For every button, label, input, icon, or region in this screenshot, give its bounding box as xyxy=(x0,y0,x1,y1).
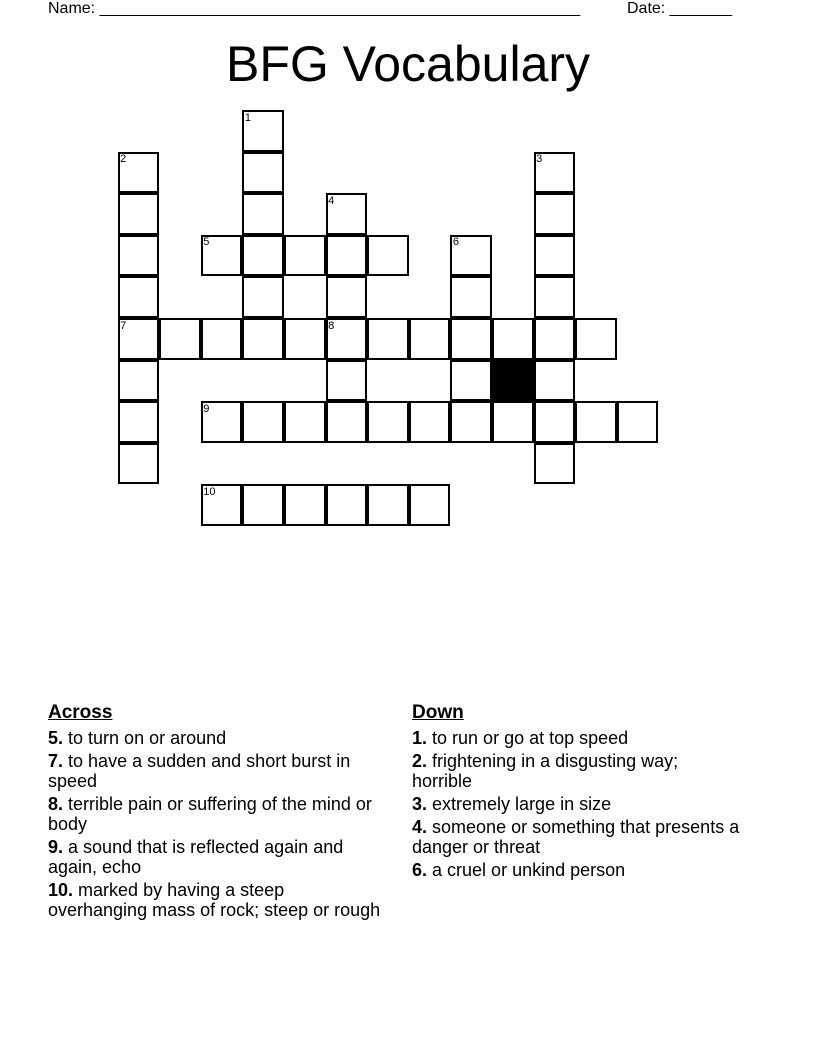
crossword-cell[interactable] xyxy=(326,484,368,526)
name-label: Name: ______________________________________________________ xyxy=(48,0,581,17)
across-clue xyxy=(48,837,388,877)
clue-number-label: 10 xyxy=(203,485,216,498)
clue-number-label: 5 xyxy=(203,236,210,249)
crossword-cell[interactable] xyxy=(284,401,326,443)
date-label: Date: _______ xyxy=(627,0,732,17)
clue-number: 6. xyxy=(412,860,428,880)
crossword-cell[interactable] xyxy=(242,152,284,194)
crossword-cell[interactable] xyxy=(326,235,368,277)
crossword-cell[interactable] xyxy=(409,318,451,360)
crossword-cell[interactable] xyxy=(367,318,409,360)
crossword-cell[interactable] xyxy=(118,276,160,318)
crossword-cell[interactable] xyxy=(450,401,492,443)
clue-text: terrible pain or suffering of the mind or body xyxy=(48,794,372,834)
crossword-cell[interactable] xyxy=(534,318,576,360)
clue-number-label: 9 xyxy=(203,402,210,415)
crossword-cell[interactable] xyxy=(284,235,326,277)
crossword-cell[interactable] xyxy=(242,484,284,526)
crossword-cell[interactable] xyxy=(450,276,492,318)
crossword-cell[interactable] xyxy=(409,401,451,443)
crossword-cell[interactable] xyxy=(201,318,243,360)
crossword-cell[interactable] xyxy=(242,318,284,360)
crossword-cell[interactable] xyxy=(534,193,576,235)
across-clues xyxy=(48,702,388,923)
crossword-cell[interactable] xyxy=(409,484,451,526)
crossword-cell[interactable] xyxy=(159,318,201,360)
down-clues xyxy=(412,702,742,883)
crossword-cell[interactable] xyxy=(534,276,576,318)
crossword-cell[interactable] xyxy=(534,235,576,277)
clue-number: 2. xyxy=(412,751,428,771)
crossword-cell[interactable] xyxy=(242,193,284,235)
crossword-cell[interactable] xyxy=(492,318,534,360)
crossword-cell[interactable] xyxy=(118,443,160,485)
clue-number: 1. xyxy=(412,728,428,748)
clue-number-label: 2 xyxy=(120,153,127,166)
clue-text: extremely large in size xyxy=(432,794,612,814)
crossword-cell[interactable] xyxy=(617,401,659,443)
down-clue xyxy=(412,817,742,857)
crossword-cell[interactable] xyxy=(284,318,326,360)
page-title: BFG Vocabulary xyxy=(225,36,591,92)
crossword-cell[interactable] xyxy=(242,401,284,443)
across-clue xyxy=(48,794,388,834)
clue-text: marked by having a steep overhanging mass of rock; steep or rough xyxy=(48,880,381,920)
clue-number: 5. xyxy=(48,728,64,748)
crossword-cell[interactable] xyxy=(367,401,409,443)
crossword-cell[interactable] xyxy=(242,276,284,318)
crossword-cell[interactable] xyxy=(242,235,284,277)
clue-number: 7. xyxy=(48,751,64,771)
crossword-cell[interactable] xyxy=(118,193,160,235)
clue-number-label: 7 xyxy=(120,319,127,332)
crossword-cell[interactable] xyxy=(367,235,409,277)
crossword-cell[interactable] xyxy=(534,401,576,443)
crossword-cell[interactable] xyxy=(450,360,492,402)
across-clue xyxy=(48,880,388,920)
crossword-cell[interactable] xyxy=(284,484,326,526)
clue-number-label: 1 xyxy=(244,111,252,124)
clue-text: a sound that is reflected again and again, echo xyxy=(48,837,344,877)
clue-text: someone or something that presents a danger or threat xyxy=(412,817,740,857)
crossword-cell[interactable] xyxy=(575,318,617,360)
crossword-black-cell xyxy=(492,360,534,402)
crossword-cell[interactable] xyxy=(118,401,160,443)
crossword-cell[interactable] xyxy=(534,443,576,485)
clue-text: to turn on or around xyxy=(68,728,227,748)
across-clue xyxy=(48,728,388,748)
crossword-cell[interactable] xyxy=(326,401,368,443)
down-clue xyxy=(412,794,742,814)
clue-text: to run or go at top speed xyxy=(432,728,629,748)
crossword-cell[interactable] xyxy=(326,360,368,402)
crossword-cell[interactable] xyxy=(575,401,617,443)
clue-text: to have a sudden and short burst in speed xyxy=(48,751,351,791)
clue-text: a cruel or unkind person xyxy=(432,860,626,880)
clue-number: 4. xyxy=(412,817,428,837)
down-heading: Down xyxy=(412,702,464,723)
crossword-cell[interactable] xyxy=(326,276,368,318)
crossword-cell[interactable] xyxy=(118,360,160,402)
clue-number: 10. xyxy=(48,880,74,900)
crossword-cell[interactable] xyxy=(450,318,492,360)
crossword-cell[interactable] xyxy=(534,360,576,402)
clue-number-label: 3 xyxy=(536,153,543,166)
across-heading: Across xyxy=(48,702,113,723)
clue-number-label: 6 xyxy=(452,236,460,249)
crossword-cell[interactable] xyxy=(492,401,534,443)
crossword-cell[interactable] xyxy=(367,484,409,526)
clue-text: frightening in a disgusting way; horrible xyxy=(412,751,679,791)
down-clue xyxy=(412,751,742,791)
crossword-cell[interactable] xyxy=(118,235,160,277)
clue-number: 8. xyxy=(48,794,64,814)
clue-number: 3. xyxy=(412,794,428,814)
down-clue xyxy=(412,728,742,748)
down-clue xyxy=(412,860,742,880)
clue-number-label: 4 xyxy=(328,194,335,207)
across-clue xyxy=(48,751,388,791)
clue-number-label: 8 xyxy=(328,319,335,332)
clue-number: 9. xyxy=(48,837,64,857)
